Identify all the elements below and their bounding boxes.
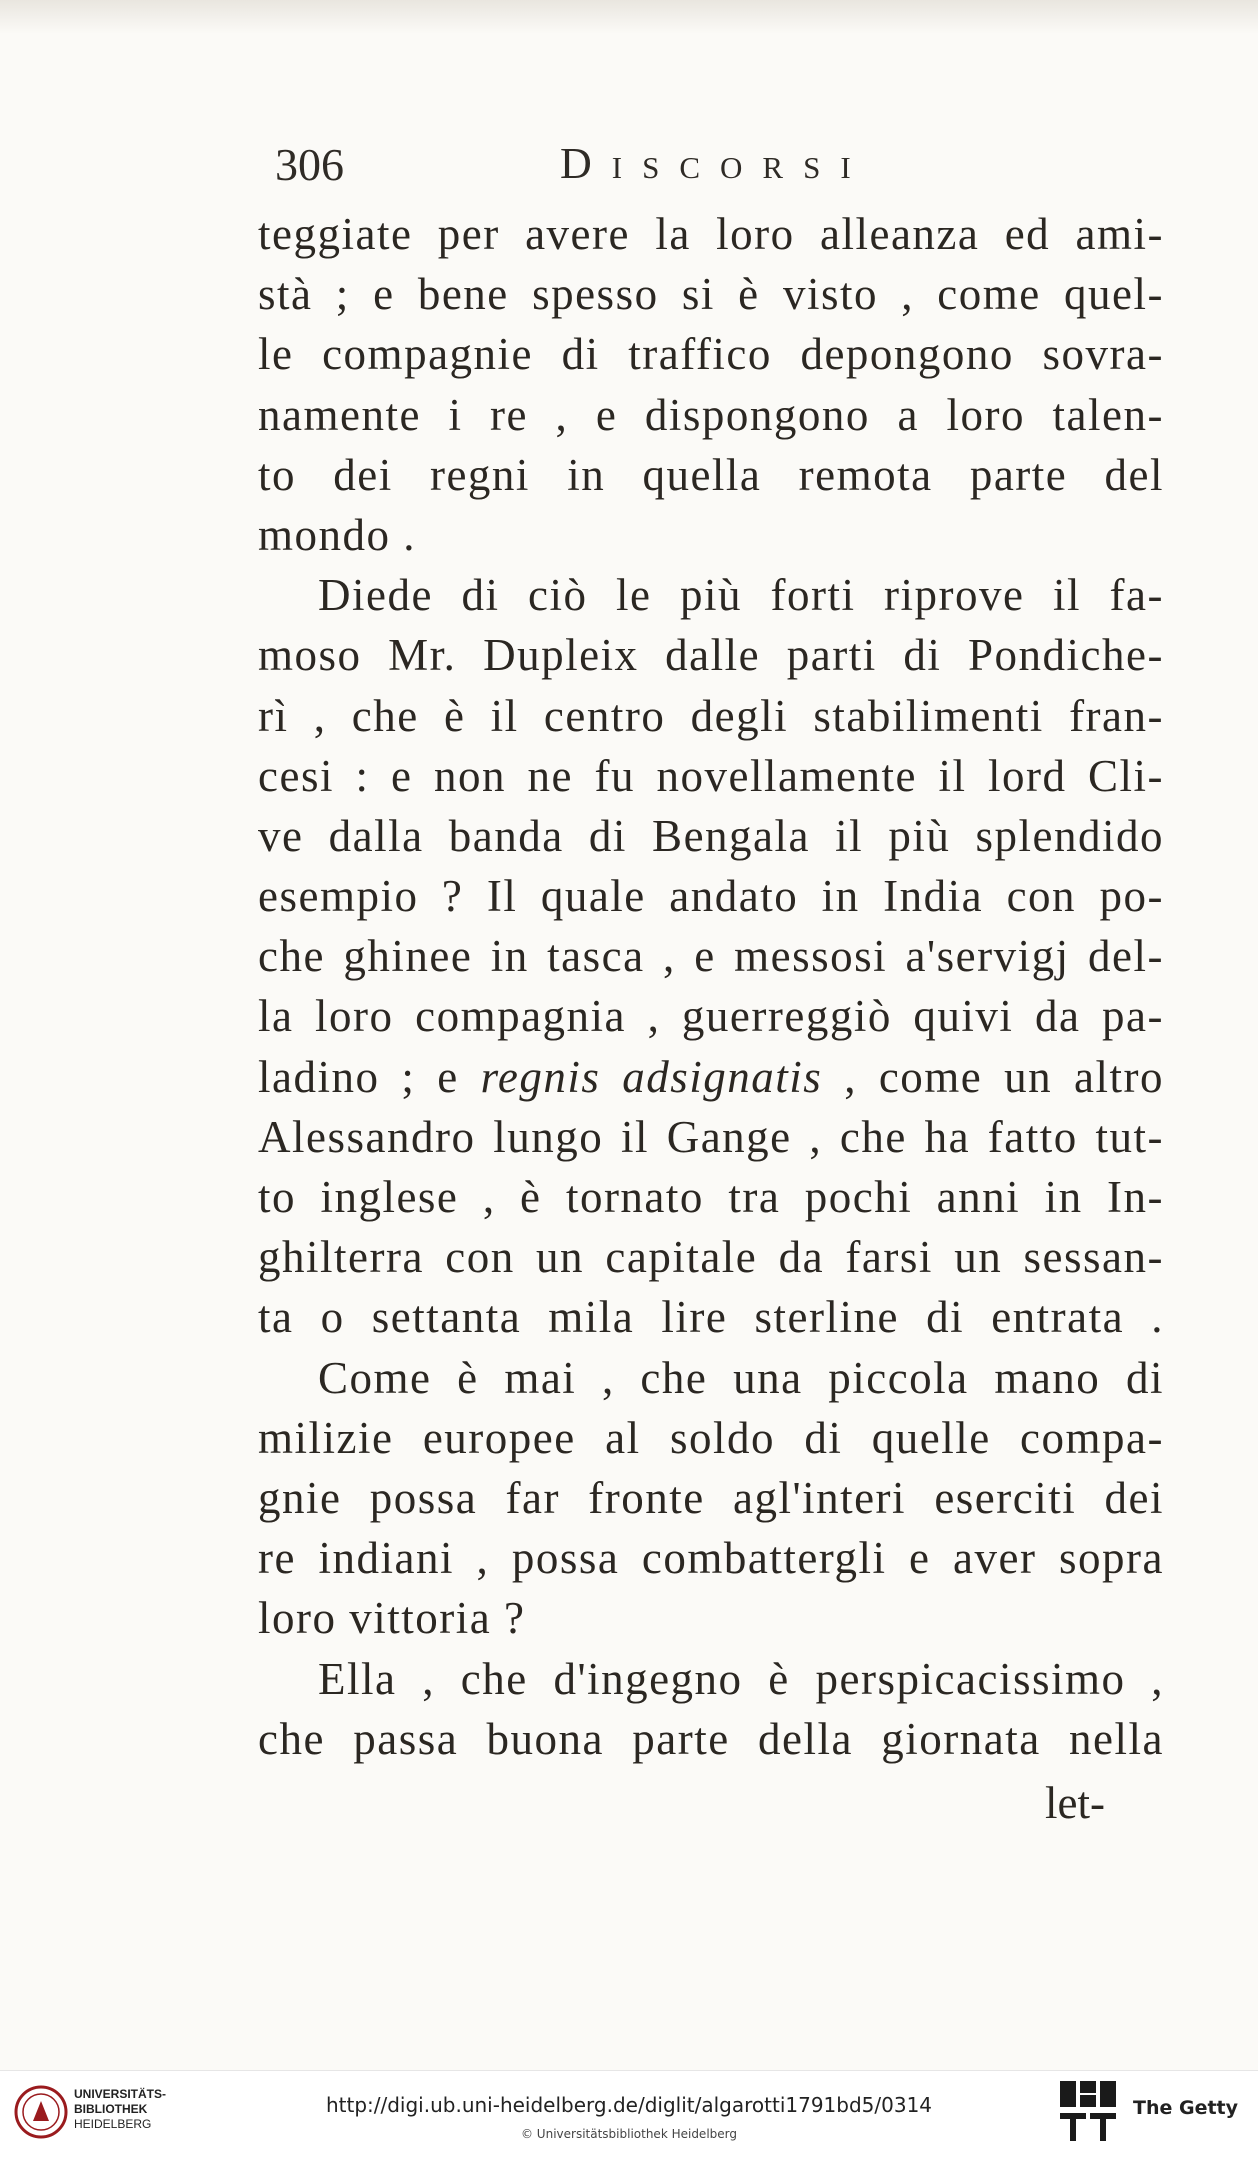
body-text <box>258 204 1164 1769</box>
permalink-url[interactable]: http://digi.ub.uni-heidelberg.de/diglit/algarotti1791bd5/0314 <box>325 2093 933 2117</box>
text-line-with-italic <box>258 1047 1164 1107</box>
text-line: che passa buona parte della giornata nella <box>258 1713 1164 1764</box>
text-line: Ella , che d'ingegno è perspicacissimo , <box>318 1653 1164 1704</box>
viewer-footer <box>0 2070 1258 2157</box>
text-line: cesi : e non ne fu novellamente il lord Cli- <box>258 750 1164 801</box>
text-line: teggiate per avere la loro alleanza ed ami- <box>258 209 1164 259</box>
text-line: namente i re , e dispongono a loro talen- <box>258 389 1164 440</box>
text-line: re indiani , possa combattergli e aver sopra <box>258 1533 1164 1584</box>
text-line: le compagnie di traffico depongono sovra- <box>258 329 1164 380</box>
text-line: esempio ? Il quale andato in India con po- <box>258 871 1164 922</box>
text-line: Come è mai , che una piccola mano di <box>318 1352 1164 1403</box>
text-run: ladino ; e <box>258 1051 481 1102</box>
text-line: Alessandro lungo il Gange , che ha fatto tut- <box>258 1111 1164 1162</box>
text-run: , come un altro <box>822 1051 1164 1102</box>
library-name-line: HEIDELBERG <box>74 2117 152 2131</box>
text-line: che ghinee in tasca , e messosi a'servigj del- <box>258 931 1164 982</box>
text-line: to dei regni in quella remota parte del <box>258 449 1164 500</box>
text-line: la loro compagnia , guerreggiò quivi da pa- <box>258 991 1164 1042</box>
text-line: rì , che è il centro degli stabilimenti fran- <box>258 690 1164 741</box>
text-line: moso Mr. Dupleix dalle parti di Pondiche- <box>258 630 1164 681</box>
running-head: Discorsi <box>560 139 871 188</box>
copyright-notice: © Universitätsbibliothek Heidelberg <box>520 2127 737 2141</box>
scan-edge <box>0 0 1258 34</box>
text-line: Diede di ciò le più forti riprove il fa- <box>318 570 1164 621</box>
italic-phrase: regnis adsignatis <box>480 1051 823 1102</box>
page-header <box>275 138 1165 198</box>
page-number: 306 <box>275 139 344 190</box>
getty-label: The Getty <box>1133 2097 1239 2119</box>
text-line: mondo . <box>258 509 417 560</box>
text-line: stà ; e bene spesso si è visto , come quel- <box>258 269 1164 320</box>
text-line: to inglese , è tornato tra pochi anni in In- <box>258 1172 1164 1222</box>
text-line: gnie possa far fronte agl'interi eserciti dei <box>258 1472 1164 1523</box>
text-line: ghilterra con un capitale da farsi un sessan- <box>258 1232 1164 1283</box>
text-line: loro vittoria ? <box>258 1593 526 1644</box>
text-line: ve dalla banda di Bengala il più splendido <box>258 810 1164 861</box>
library-name-line: UNIVERSITÄTS- <box>74 2087 167 2101</box>
text-line: milizie europee al soldo di quelle compa- <box>258 1412 1164 1463</box>
library-name-line: BIBLIOTHEK <box>74 2102 148 2116</box>
getty-logo-icon <box>1058 2079 1120 2145</box>
text-line: ta o settanta mila lire sterline di entrata . <box>258 1292 1164 1343</box>
catchword: let- <box>1045 1778 1105 1828</box>
